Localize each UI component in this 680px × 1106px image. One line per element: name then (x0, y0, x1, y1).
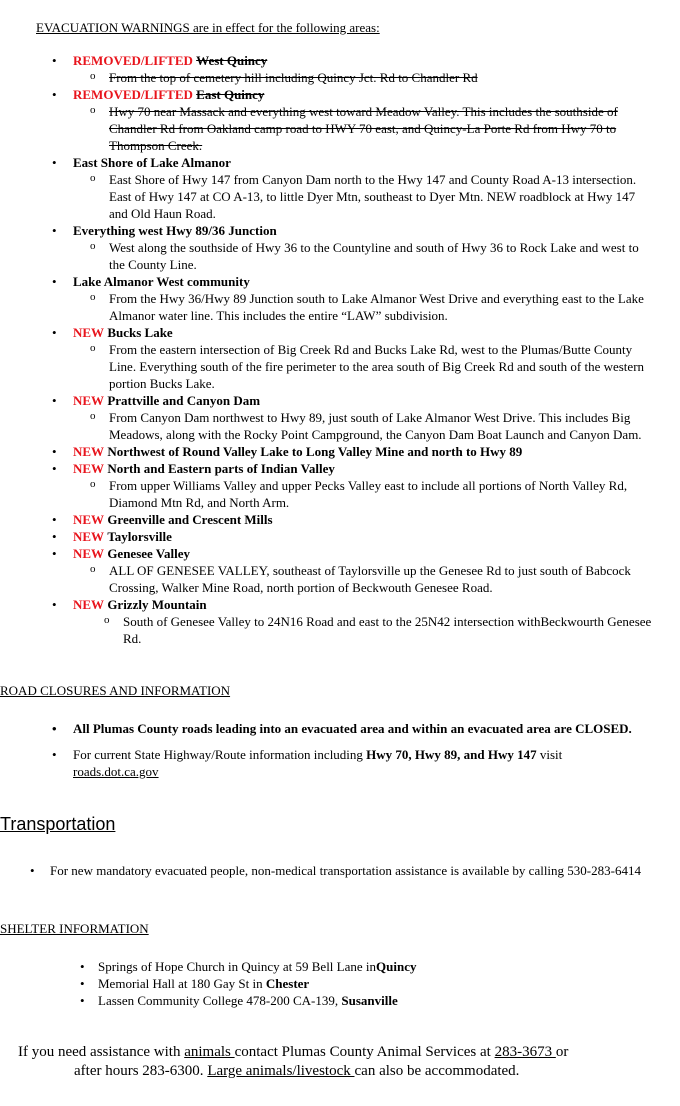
status-label: NEW (73, 546, 105, 561)
area-name: Bucks Lake (107, 325, 173, 340)
area-description: o ALL OF GENESEE VALLEY, southeast of Taylorsville up the Genesee Rd to just south of Babcock Crossing, Walker Mine Road, north portion of Beckwouth Genesee Road. (73, 562, 655, 596)
list-item (40, 545, 655, 596)
area-name: Genesee Valley (107, 546, 190, 561)
evacuation-warnings-title: EVACUATION WARNINGS are in effect for the following areas: (36, 20, 380, 35)
list-item (66, 975, 626, 992)
area-description: o From the Hwy 36/Hwy 89 Junction south to Lake Almanor West Drive and everything east to the Lake Almanor water line. This includes the entire “LAW” subdivision. (73, 290, 655, 324)
status-label: NEW (73, 461, 105, 476)
transportation-list (18, 862, 658, 879)
area-name: West Quincy (196, 53, 268, 68)
shelter-text: Springs of Hope Church in Quincy at 59 Bell Lane in (98, 959, 377, 974)
large-animals-link[interactable]: Large animals/livestock (207, 1063, 355, 1079)
list-item (66, 992, 626, 1009)
list-item (40, 154, 655, 222)
list-item (40, 460, 655, 511)
area-name: East Shore of Lake Almanor (73, 155, 231, 170)
footer-text: after hours 283-6300. (74, 1063, 208, 1079)
area-name: Everything west Hwy 89/36 Junction (73, 223, 277, 238)
footer-text: can also be accommodated. (354, 1063, 520, 1079)
area-name: North and Eastern parts of Indian Valley (107, 461, 335, 476)
area-name: East Quincy (196, 87, 265, 102)
evacuation-list (40, 52, 655, 647)
area-description: o From the top of cemetery hill including Quincy Jct. Rd to Chandler Rd (73, 69, 655, 86)
list-item: • For new mandatory evacuated people, non-medical transportation assistance is available by calling 530-283-6414 (18, 862, 658, 879)
status-label: NEW (73, 444, 105, 459)
animal-services-phone[interactable]: 283-3673 (494, 1044, 556, 1060)
list-item (40, 392, 655, 443)
shelter-town: Quincy (376, 959, 417, 974)
area-name: Grizzly Mountain (107, 597, 207, 612)
list-item (40, 596, 655, 647)
list-item (40, 222, 655, 273)
area-description: o From Canyon Dam northwest to Hwy 89, just south of Lake Almanor West Drive. This includes Big Meadows, along with the Rocky Point Campground, the Canyon Dam Boat Launch and Canyon Dam. (73, 409, 655, 443)
list-item (66, 958, 626, 975)
shelter-town: Chester (265, 976, 310, 991)
footer-text: If you need assistance with (18, 1044, 185, 1060)
shelter-town: Susanville (341, 993, 398, 1008)
area-name: Taylorsville (107, 529, 172, 544)
road-info-text: For current State Highway/Route information including (73, 747, 367, 762)
area-name: Northwest of Round Valley Lake to Long Valley Mine and north to Hwy 89 (107, 444, 523, 459)
status-label: NEW (73, 597, 105, 612)
list-item (40, 52, 655, 86)
area-description: o South of Genesee Valley to 24N16 Road and east to the 25N42 intersection withBeckwourth Genesee Rd. (87, 613, 655, 647)
status-label: NEW (73, 325, 105, 340)
area-description: o From the eastern intersection of Big Creek Rd and Bucks Lake Rd, west to the Plumas/Butte County Line. Everything south of the fire perimeter to the area south of Big Creek Rd and south of the western portion Bucks Lake. (73, 341, 655, 392)
shelter-list (66, 958, 626, 1009)
status-label: NEW (73, 393, 105, 408)
animal-assistance-note (18, 1043, 658, 1081)
list-item (40, 511, 655, 528)
shelter-information-title: SHELTER INFORMATION (0, 921, 149, 936)
area-description: o From upper Williams Valley and upper Pecks Valley east to include all portions of North Valley Rd, Diamond Mtn Rd, and North Arm. (73, 477, 655, 511)
roads-link[interactable]: roads.dot.ca.gov (73, 764, 159, 779)
list-item (40, 528, 655, 545)
area-description: o Hwy 70 near Massack and everything west toward Meadow Valley. This includes the southside of Chandler Rd from Oakland camp road to HWY 70 east, and Quincy-La Porte Rd from Hwy 70 to Thompson Creek. (73, 103, 655, 154)
list-item (40, 273, 655, 324)
area-name: Prattville and Canyon Dam (107, 393, 261, 408)
area-description: o West along the southside of Hwy 36 to the Countyline and south of Hwy 36 to Rock Lake and west to the County Line. (73, 239, 655, 273)
road-info-text-end: visit (536, 747, 563, 762)
area-description: o East Shore of Hwy 147 from Canyon Dam north to the Hwy 147 and County Road A-13 intersection. East of Hwy 147 at CO A-13, to little Dyer Mtn, southeast to Dyer Mtn. NEW roadblock at Hwy 147 and Old Haun Road. (73, 171, 655, 222)
status-label: REMOVED/LIFTED (73, 53, 193, 68)
area-name: Greenville and Crescent Mills (107, 512, 273, 527)
list-item (40, 746, 640, 780)
list-item (40, 324, 655, 392)
animals-link[interactable]: animals (184, 1044, 235, 1060)
list-item: • All Plumas County roads leading into an evacuated area and within an evacuated area are CLOSED. (40, 720, 640, 737)
highway-list: Hwy 70, Hwy 89, and Hwy 147 (366, 747, 537, 762)
footer-text: or (555, 1044, 569, 1060)
road-closures-title: ROAD CLOSURES AND INFORMATION (0, 683, 231, 698)
transportation-title: Transportation (0, 814, 116, 834)
list-item (40, 86, 655, 154)
footer-text: contact Plumas County Animal Services at (234, 1044, 495, 1060)
status-label: REMOVED/LIFTED (73, 87, 193, 102)
shelter-text: Memorial Hall at 180 Gay St in (98, 976, 266, 991)
area-name: Lake Almanor West community (73, 274, 250, 289)
road-closures-list (40, 720, 640, 780)
status-label: NEW (73, 529, 105, 544)
status-label: NEW (73, 512, 105, 527)
list-item (40, 443, 655, 460)
shelter-text: Lassen Community College 478-200 CA-139, (98, 993, 342, 1008)
